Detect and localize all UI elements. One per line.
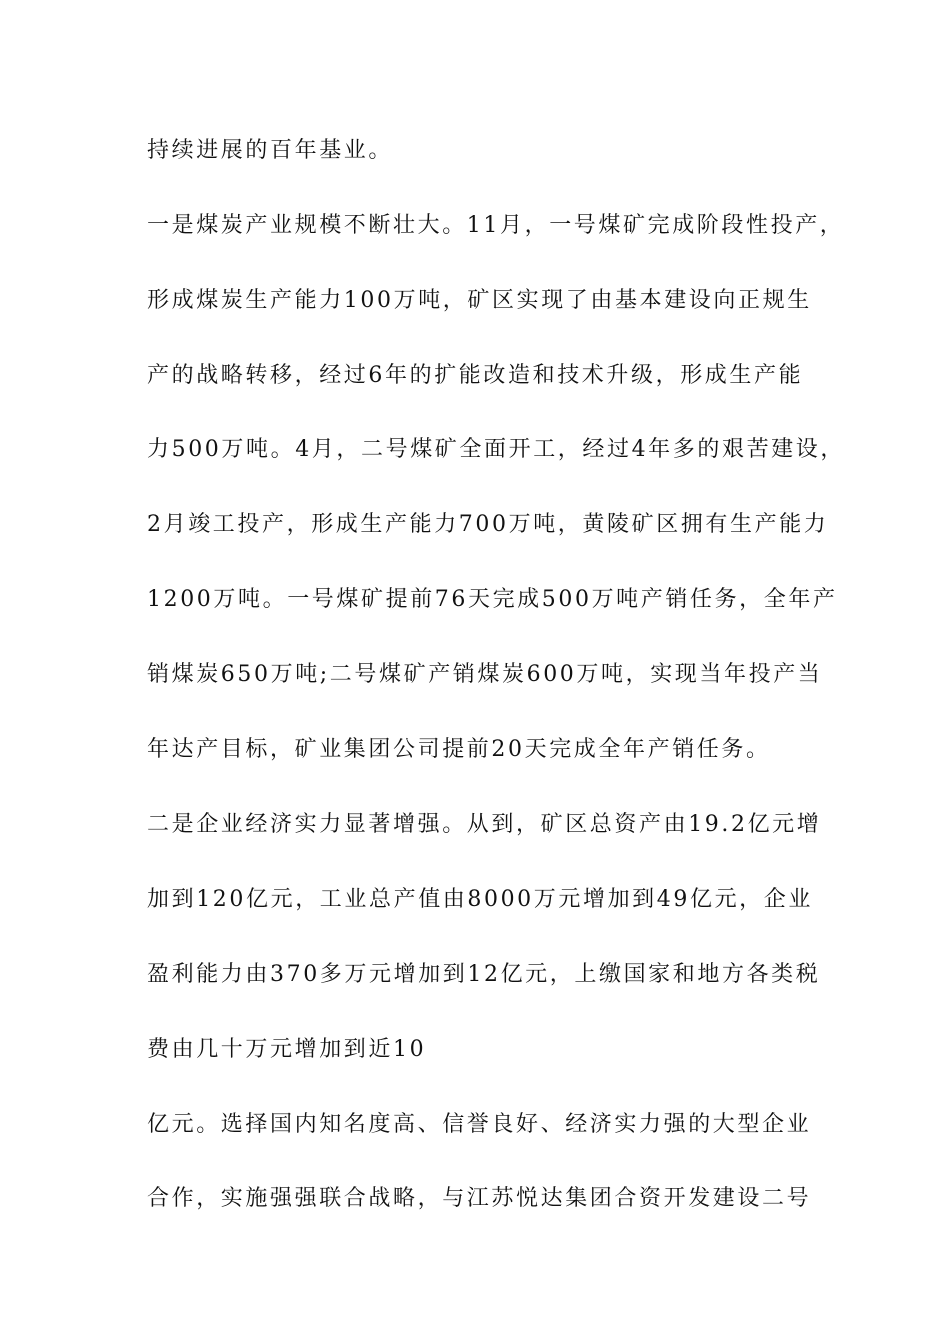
text-line: 形成煤炭生产能力100万吨，矿区实现了由基本建设向正规生 bbox=[147, 288, 812, 313]
text-line: 2月竣工投产，形成生产能力700万吨，黄陵矿区拥有生产能力 bbox=[147, 512, 829, 537]
text-line: 亿元。选择国内知名度高、信誉良好、经济实力强的大型企业 bbox=[147, 1112, 812, 1137]
text-line: 费由几十万元增加到近10 bbox=[147, 1037, 427, 1062]
text-line: 产的战略转移，经过6年的扩能改造和技术升级，形成生产能 bbox=[147, 363, 804, 388]
text-line: 合作，实施强强联合战略，与江苏悦达集团合资开发建设二号 bbox=[147, 1186, 812, 1211]
text-line: 力500万吨。4月，二号煤矿全面开工，经过4年多的艰苦建设， bbox=[147, 437, 845, 462]
text-line: 加到120亿元，工业总产值由8000万元增加到49亿元，企业 bbox=[147, 887, 813, 912]
text-line: 年达产目标，矿业集团公司提前20天完成全年产销任务。 bbox=[147, 737, 771, 762]
text-line: 二是企业经济实力显著增强。从到，矿区总资产由19.2亿元增 bbox=[147, 812, 822, 837]
text-line: 1200万吨。一号煤矿提前76天完成500万吨产销任务，全年产 bbox=[147, 587, 838, 612]
text-line: 销煤炭650万吨;二号煤矿产销煤炭600万吨，实现当年投产当 bbox=[147, 662, 823, 687]
text-line: 持续进展的百年基业。 bbox=[147, 138, 394, 163]
text-line: 盈利能力由370多万元增加到12亿元，上缴国家和地方各类税 bbox=[147, 962, 821, 987]
text-line: 一是煤炭产业规模不断壮大。11月，一号煤矿完成阶段性投产， bbox=[147, 213, 845, 238]
